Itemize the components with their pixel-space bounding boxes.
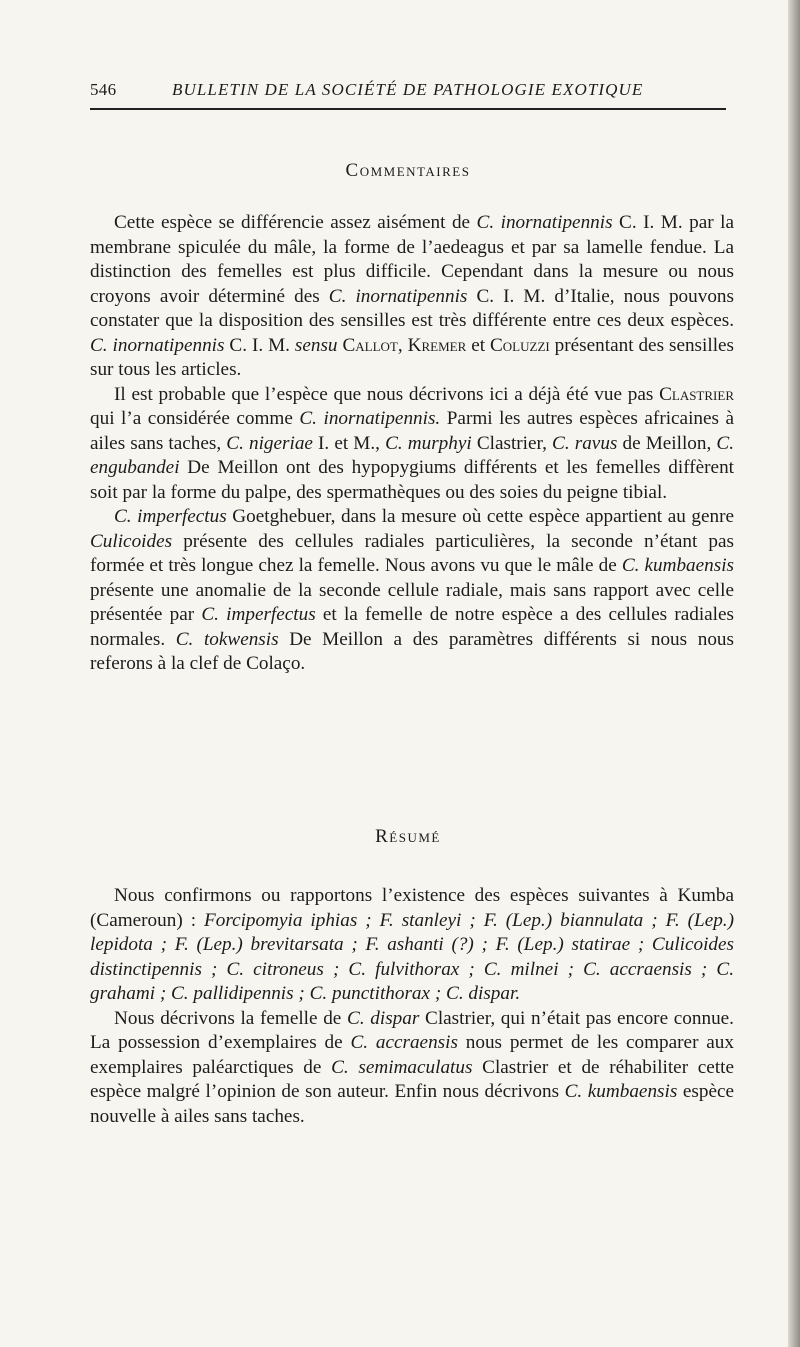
page-number: 546 xyxy=(90,80,117,99)
commentaires-paragraph-2: Il est probable que l’espèce que nous décrivons ici a déjà été vue pas Clastrier qui l’a considérée comme C. inornatipennis. Parmi les autres espèces africaines à ailes sans taches, C. nigeriae I. et M., C. murphyi Clastrier, C. ravus de Meillon, C. engubandei De Meillon ont des hypopygiums différents et les femelles diffèrent soit par la forme du palpe, des spermathèques ou des soies du peigne tibial. xyxy=(90,383,735,503)
commentaires-paragraph-3: C. imperfectus Goetghebuer, dans la mesure où cette espèce appartient au genre Culicoides présente des cellules radiales particulières, la seconde n’étant pas formée et très longue chez la femelle. Nous avons vu que le mâle de C. kumbaensis présente une anomalie de la seconde cellule radiale, mais sans rapport avec celle présentée par C. imperfectus et la femelle de notre espèce a des cellules radiales normales. C. tokwensis De Meillon a des paramètres différents si nous nous referons à la clef de Colaço. xyxy=(90,506,735,674)
species-list: Forcipomyia iphias ; F. stanleyi ; F. (Lep.) biannulata ; F. (Lep.) lepidota ; F. (Lep.) brevitarsata ; F. ashanti (?) ; F. (Lep.) statirae ; Culicoides distinctipennis ; C. citroneus ; C. fulvithorax ; C. milnei ; C. accraensis ; C. grahami ; C. pallidipennis ; C. punctithorax ; C. dispar. xyxy=(90,909,734,1004)
resume-paragraph-2: Nous décrivons la femelle de C. dispar Clastrier, qui n’était pas encore connue. La possession d’exemplaires de C. accraensis nous permet de les comparer aux exemplaires paléarctiques de C. semimaculatus Clastrier et de réhabiliter cette espèce malgré l’opinion de son auteur. Enfin nous décrivons C. kumbaensis espèce nouvelle à ailes sans taches. xyxy=(90,1007,734,1127)
header-rule xyxy=(90,108,726,110)
page-edge-shadow xyxy=(788,0,800,1347)
author-kremer: Kremer xyxy=(407,334,467,356)
resume-heading: Résumé xyxy=(375,826,441,847)
resume-section xyxy=(90,884,734,1129)
resume-paragraph-1: Nous confirmons ou rapportons l’existence des espèces suivantes à Kumba (Cameroun) : Forcipomyia iphias ; F. stanleyi ; F. (Lep.) biannulata ; F. (Lep.) lepidota ; F. (Lep.) brevitarsata ; F. ashanti (?) ; F. (Lep.) statirae ; Culicoides distinctipennis ; C. citroneus ; C. fulvithorax ; C. milnei ; C. accraensis ; C. grahami ; C. pallidipennis ; C. punctithorax ; C. dispar. xyxy=(90,885,734,1004)
commentaires-section xyxy=(90,211,734,677)
author-clastrier: Clastrier xyxy=(659,383,734,405)
running-header xyxy=(90,76,726,106)
author-coluzzi: Coluzzi xyxy=(490,334,550,356)
commentaires-paragraph-1: Cette espèce se différencie assez aisément de C. inornatipennis C. I. M. par la membrane spiculée du mâle, la forme de l’aedeagus et par sa lamelle fendue. La distinction des femelles est plus difficile. Cependant dans la mesure ou nous croyons avoir déterminé des C. inornatipennis C. I. M. d’Italie, nous pouvons constater que la disposition des sensilles est très différente entre ces deux espèces. C. inornatipennis C. I. M. sensu Callot, Kremer et Coluzzi présentant des sensilles sur tous les articles. xyxy=(90,212,735,380)
journal-title: BULLETIN DE LA SOCIÉTÉ DE PATHOLOGIE EXOTIQUE xyxy=(172,80,644,99)
commentaires-heading: Commentaires xyxy=(345,160,471,181)
author-callot: Callot xyxy=(342,334,398,356)
